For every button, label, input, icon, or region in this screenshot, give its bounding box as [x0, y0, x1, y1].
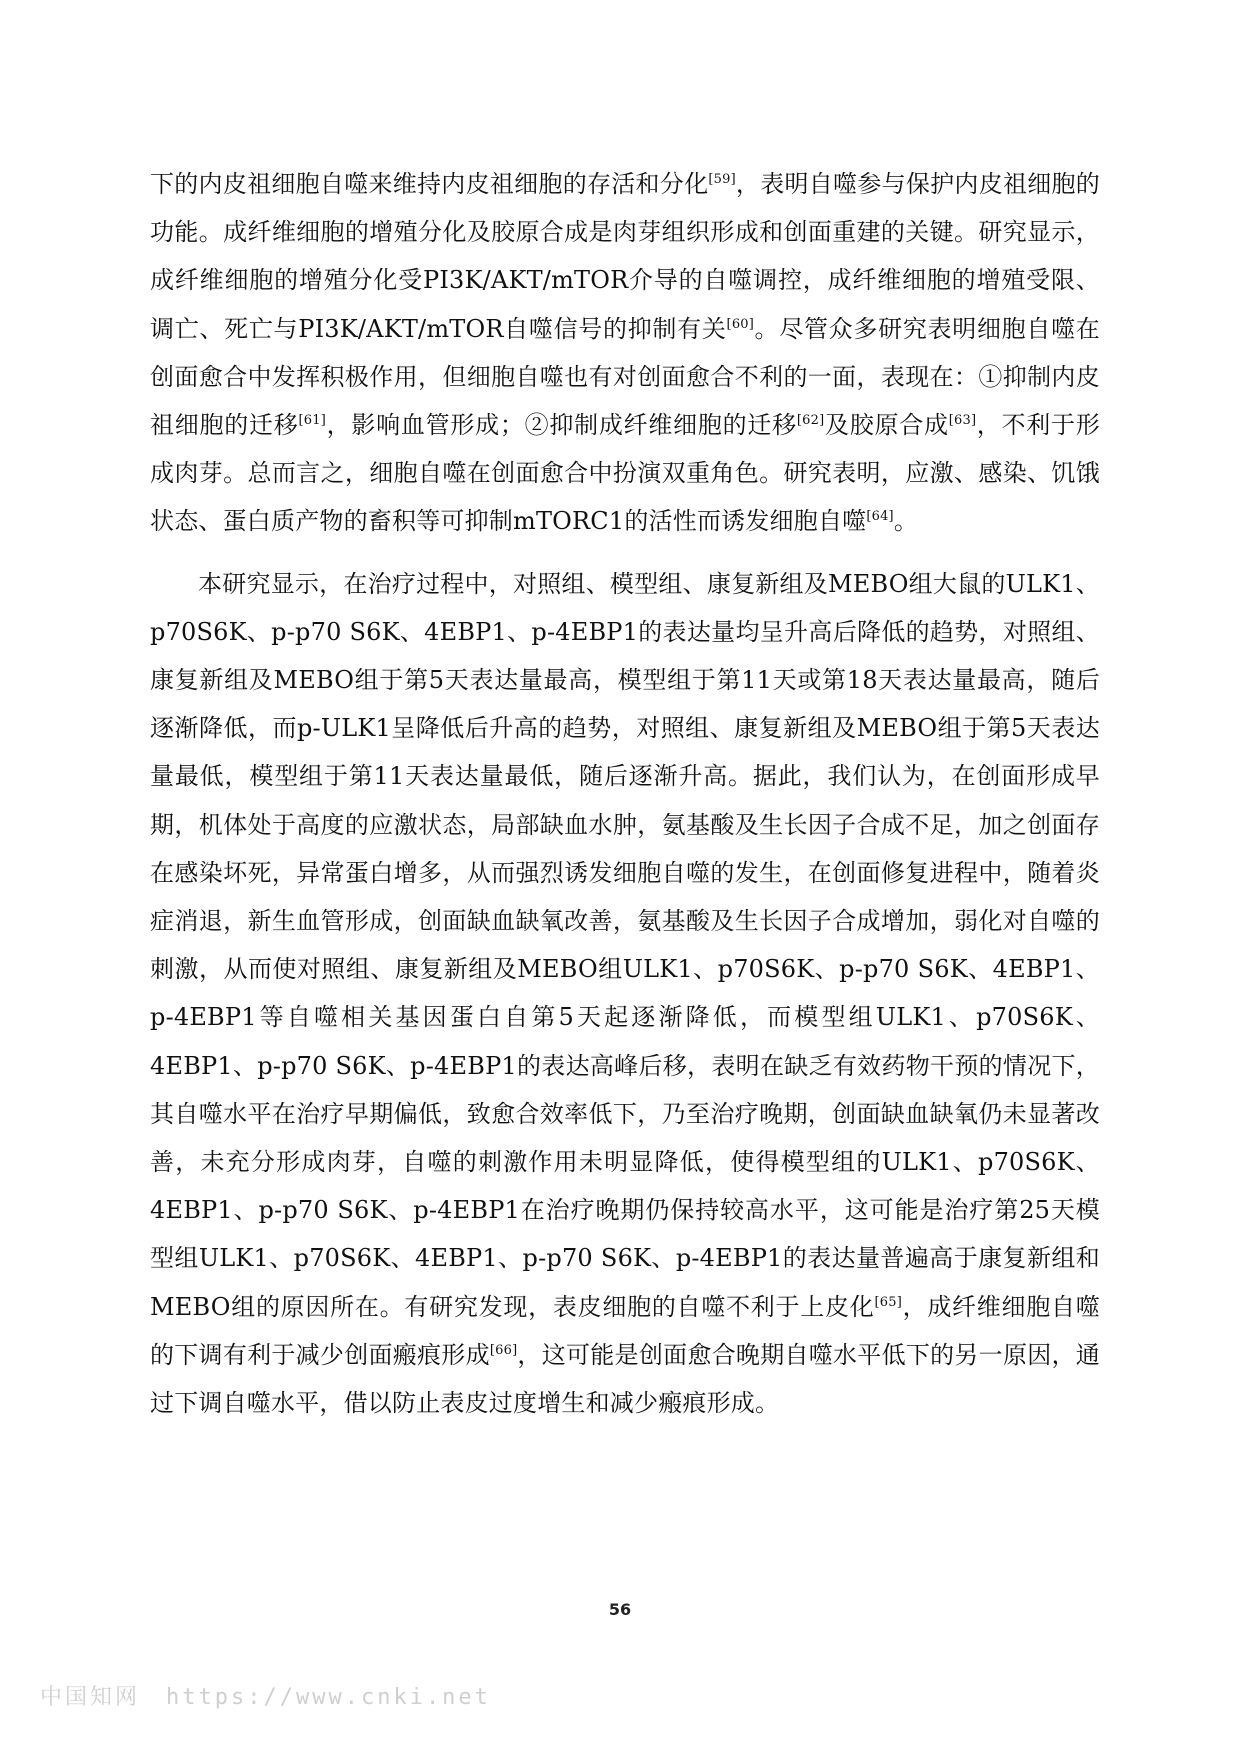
text-run: ，这可能是创面愈合晚期自噬水平低下的另一原因，通过下调自噬水平，借以防止表皮过度增生和减少瘢痕形成。 [150, 1340, 1100, 1418]
text-run: 本研究显示，在治疗过程中，对照组、模型组、康复新组及MEBO组大鼠的ULK1、p70S6K、p-p70 S6K、4EBP1、p-4EBP1的表达量均呈升高后降低的趋势，对照组、康复新组及MEBO组于第5天表达量最高，模型组于第11天或第18天表达量最高，随后逐渐降低，而p-ULK1呈降低后升高的趋势，对照组、康复新组及MEBO组于第5天表达量最低，模型组于第11天表达量最低，随后逐渐升高。据此，我们认为，在创面形成早期，机体处于高度的应激状态，局部缺血水肿，氨基酸及生长因子合成不足，加之创面存在感染坏死，异常蛋白增多，从而强烈诱发细胞自噬的发生，在创面修复进程中，随着炎症消退，新生血管形成，创面缺血缺氧改善，氨基酸及生长因子合成增加，弱化对自噬的刺激，从而使对照组、康复新组及MEBO组ULK1、p70S6K、p-p70 S6K、4EBP1、p-4EBP1等自噬相关基因蛋白自第5天起逐渐降低，而模型组ULK1、p70S6K、4EBP1、p-p70 S6K、p-4EBP1的表达高峰后移，表明在缺乏有效药物干预的情况下，其自噬水平在治疗早期偏低，致愈合效率低下，乃至治疗晚期，创面缺血缺氧仍未显著改善，未充分形成肉芽，自噬的刺激作用未明显降低，使得模型组的ULK1、p70S6K、4EBP1、p-p70 S6K、p-4EBP1在治疗晚期仍保持较高水平，这可能是治疗第25天模型组ULK1、p70S6K、4EBP1、p-p70 S6K、p-4EBP1的表达量普遍高于康复新组和MEBO组的原因所在。有研究发现，表皮细胞的自噬不利于上皮化 [150, 569, 1100, 1321]
text-run: ，影响血管形成；②抑制成纤维细胞的迁移 [326, 411, 797, 440]
page-body [150, 160, 1100, 1427]
text-run: 下的内皮祖细胞自噬来维持内皮祖细胞的存活和分化 [150, 170, 709, 198]
text-run: 。尽管众多研究表明细胞自噬在创面愈合中发挥积极作用，但细胞自噬也有对创面愈合不利的一面，表现在：①抑制内皮祖细胞的迁移 [150, 314, 1100, 440]
watermark-brand: 中国知网 [40, 1685, 141, 1710]
text-run: ，表明自噬参与保护内皮祖细胞的功能。成纤维细胞的增殖分化及胶原合成是肉芽组织形成和创面重建的关键。研究显示，成纤维细胞的增殖分化受PI3K/AKT/mTOR介导的自噬调控，成纤维细胞的增殖受限、调亡、死亡与PI3K/AKT/mTOR自噬信号的抑制有关 [150, 170, 1100, 343]
watermark [40, 1680, 491, 1711]
citation-ref: [66] [489, 1342, 518, 1358]
citation-ref: [64] [866, 509, 894, 525]
watermark-url: https://www.cnki.net [166, 1685, 491, 1710]
page-number: 56 [608, 1600, 632, 1619]
citation-ref: [65] [874, 1294, 903, 1310]
text-run: 及胶原合成 [824, 411, 949, 440]
body-paragraph [150, 560, 1100, 1428]
citation-ref: [63] [948, 413, 977, 429]
body-paragraph [150, 160, 1100, 546]
text-run: ，成纤维细胞自噬的下调有利于减少创面瘢痕形成 [150, 1292, 1100, 1369]
text-run: ，不利于形成肉芽。总而言之，细胞自噬在创面愈合中扮演双重角色。研究表明，应激、感染、饥饿状态、蛋白质产物的畜积等可抑制mTORC1的活性而诱发细胞自噬 [150, 411, 1101, 536]
citation-ref: [61] [298, 413, 327, 429]
citation-ref: [59] [708, 172, 736, 187]
citation-ref: [62] [796, 413, 825, 429]
text-run: 。 [893, 507, 919, 536]
citation-ref: [60] [726, 316, 755, 332]
